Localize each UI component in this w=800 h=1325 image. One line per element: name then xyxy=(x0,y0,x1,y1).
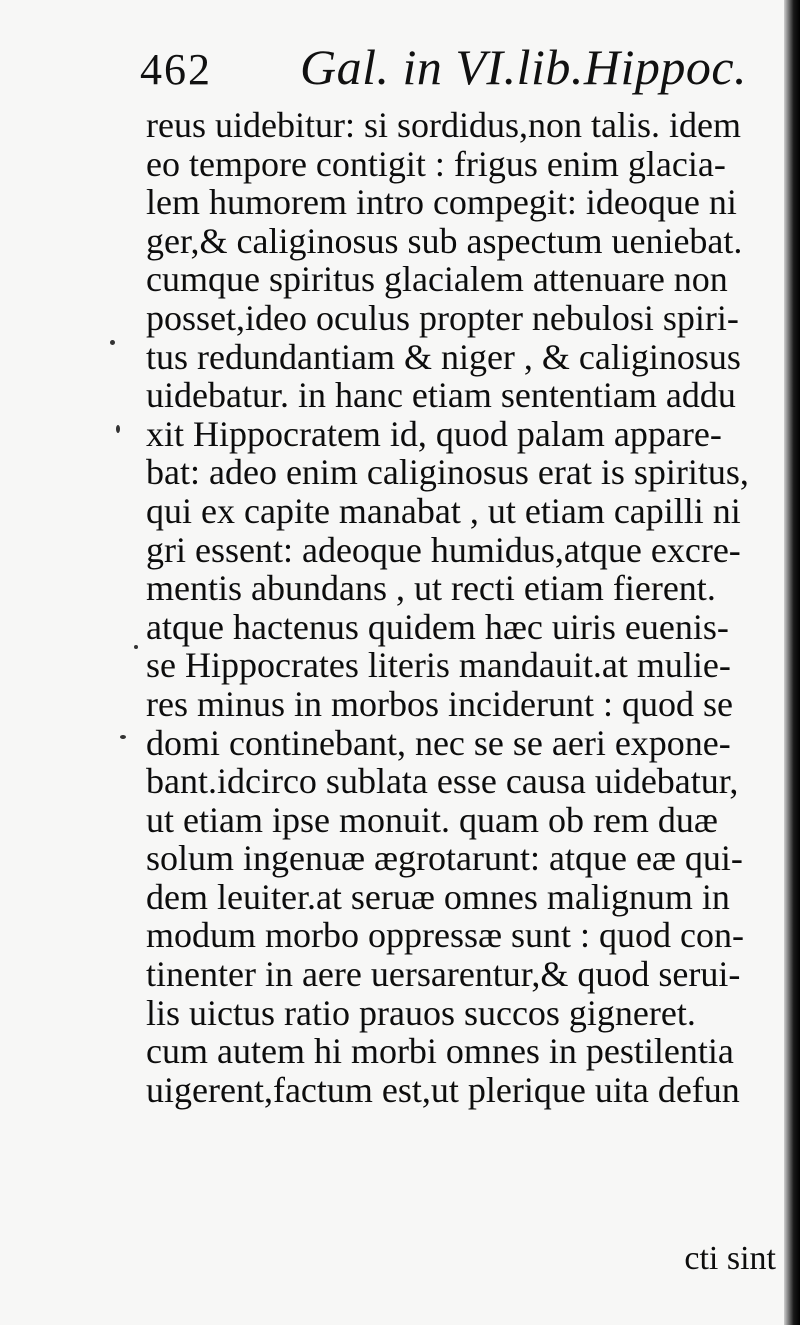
text-line: eo tempore contigit : frigus enim glacia- xyxy=(146,143,726,184)
text-line: modum morbo oppressæ sunt : quod con- xyxy=(146,915,744,956)
text-line: atque hactenus quidem hæc uiris euenis- xyxy=(146,606,729,647)
text-line: se Hippocrates literis mandauit.at mulie- xyxy=(146,645,731,686)
text-line: ger,& caliginosus sub aspectum ueniebat. xyxy=(146,220,743,261)
text-line: domi continebant, nec se se aeri expone- xyxy=(146,722,731,763)
text-line: mentis abundans , ut recti etiam fierent. xyxy=(146,568,716,609)
page-number: 462 xyxy=(140,45,212,94)
text-line: tus redundantiam & niger , & caliginosus xyxy=(146,336,741,377)
text-line: reus uidebitur: si sordidus,non talis. idem xyxy=(146,105,741,145)
ink-speck xyxy=(120,735,126,739)
page-gutter-shadow xyxy=(784,0,800,1325)
catchword: cti sint xyxy=(684,1240,776,1277)
text-line: dem leuiter.at seruæ omnes malignum in xyxy=(146,876,730,917)
text-line: solum ingenuæ ægrotarunt: atque eæ qui- xyxy=(146,838,743,879)
text-line: tinenter in aere uersarentur,& quod serui- xyxy=(146,954,741,995)
text-line: posset,ideo oculus propter nebulosi spiri- xyxy=(146,297,739,338)
text-line: xit Hippocratem id, quod palam appare- xyxy=(146,413,722,454)
ink-speck xyxy=(116,425,120,433)
body-text xyxy=(146,106,786,1109)
text-line: lem humorem intro compegit: ideoque ni xyxy=(146,182,737,223)
text-line: ut etiam ipse monuit. quam ob rem duæ xyxy=(146,799,718,840)
text-line: cum autem hi morbi omnes in pestilentia xyxy=(146,1031,734,1072)
text-line: uigerent,factum est,ut plerique uita defun xyxy=(146,1069,740,1110)
text-line: bat: adeo enim caliginosus erat is spiritus, xyxy=(146,452,749,493)
running-title: Gal. in VI.lib.Hippoc. xyxy=(300,39,748,95)
text-line: qui ex capite manabat , ut etiam capilli ni xyxy=(146,490,741,531)
text-line: bant.idcirco sublata esse causa uidebatur, xyxy=(146,761,739,802)
text-line: res minus in morbos inciderunt : quod se xyxy=(146,683,733,724)
ink-speck xyxy=(134,645,138,649)
text-line: gri essent: adeoque humidus,atque excre- xyxy=(146,529,741,570)
text-line: cumque spiritus glacialem attenuare non xyxy=(146,259,728,300)
text-line: uidebatur. in hanc etiam sententiam addu xyxy=(146,375,736,416)
text-line: lis uictus ratio prauos succos gigneret. xyxy=(146,992,696,1033)
page-header xyxy=(140,38,780,108)
ink-speck xyxy=(110,340,115,345)
